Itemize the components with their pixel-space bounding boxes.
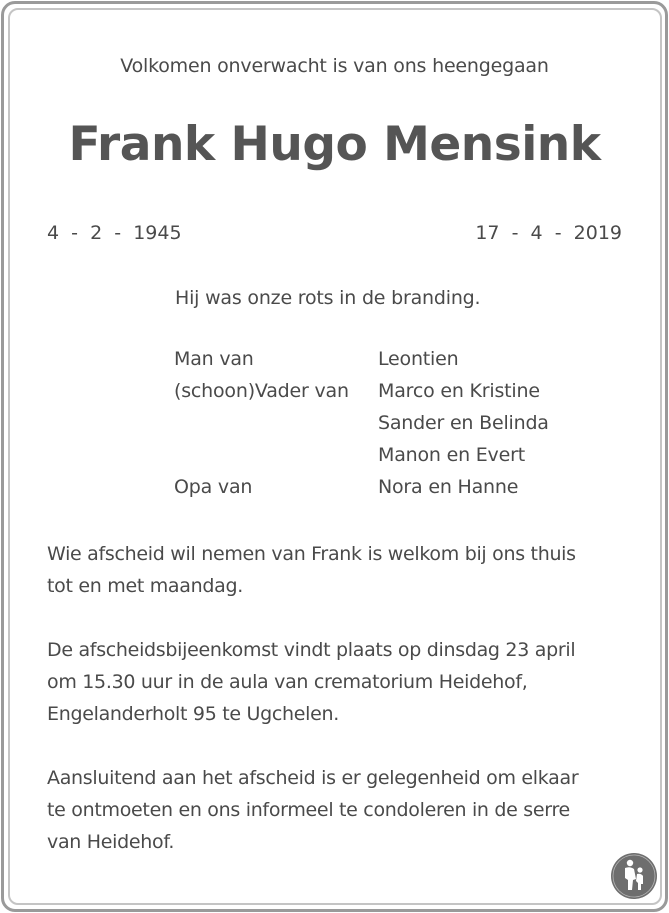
visit-paragraph: Wie afscheid wil nemen van Frank is welkom bij ons thuis tot en met maandag. (47, 543, 576, 597)
memorial-figure-logo-icon (610, 852, 658, 900)
condolence-paragraph: Aansluitend aan het afscheid is er gelegenheid om elkaar te ontmoeten en ons informeel te condoleren in de serre van Heidehof. (47, 767, 579, 853)
motto: Hij was onze rots in de branding. (175, 287, 481, 309)
family-names: Sander en Belinda (378, 412, 549, 434)
deceased-name: Frank Hugo Mensink (68, 117, 601, 172)
family-relation: (schoon)Vader van (174, 380, 349, 402)
family-relation: Opa van (174, 476, 253, 498)
intro-line: Volkomen onverwacht is van ons heengegaan (120, 55, 549, 77)
family-names: Manon en Evert (378, 444, 525, 466)
family-names: Marco en Kristine (378, 380, 540, 402)
death-date: 17 - 4 - 2019 (475, 222, 622, 244)
family-names: Nora en Hanne (378, 476, 519, 498)
family-names: Leontien (378, 348, 459, 370)
ceremony-paragraph: De afscheidsbijeenkomst vindt plaats op dinsdag 23 april om 15.30 uur in de aula van crematorium Heidehof, Engelanderholt 95 te Ugchelen. (47, 639, 576, 725)
birth-date: 4 - 2 - 1945 (47, 222, 182, 244)
family-relation: Man van (174, 348, 254, 370)
